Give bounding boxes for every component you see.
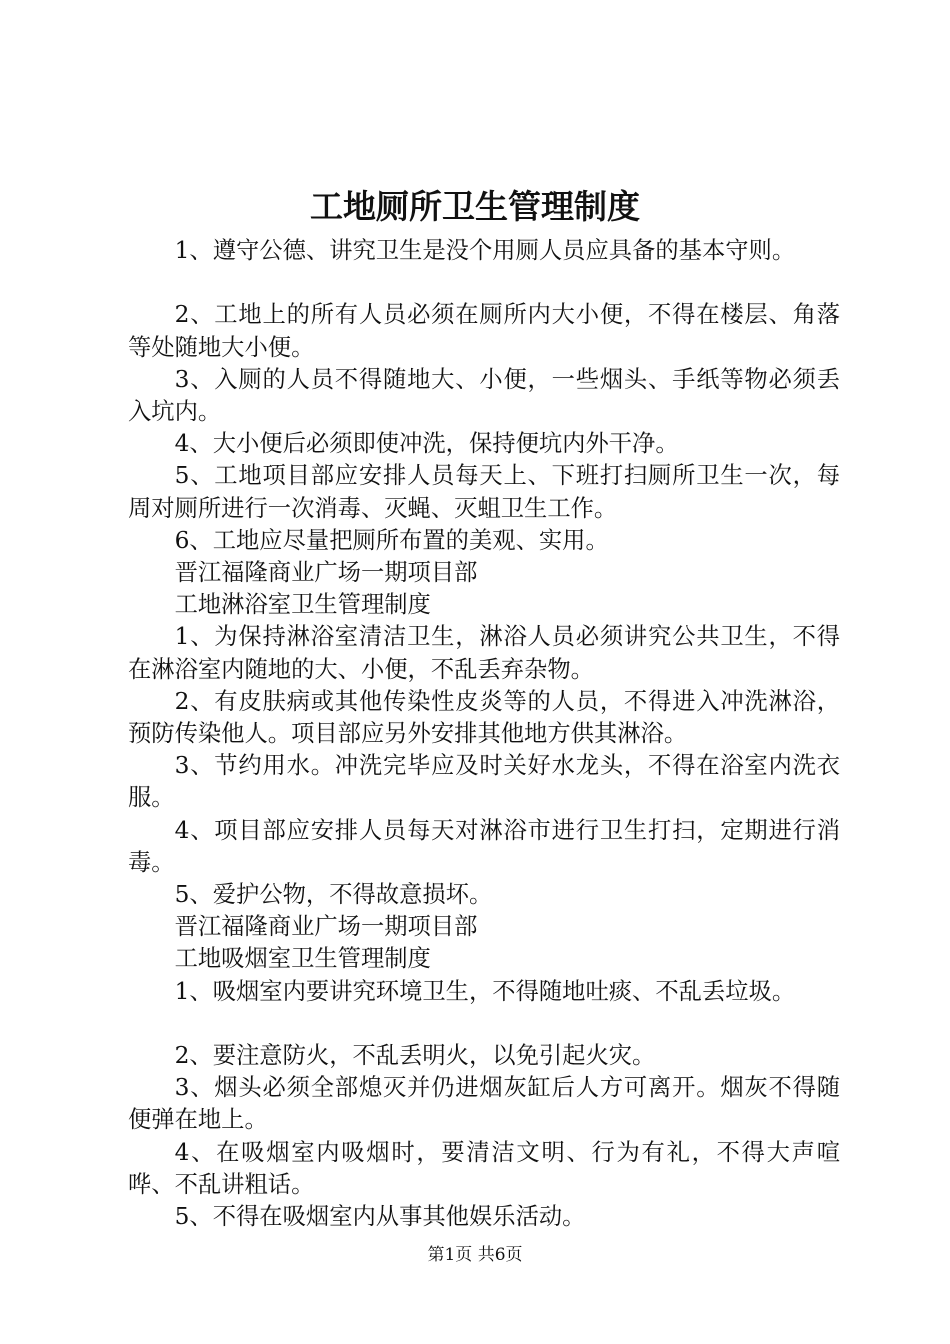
paragraph: 3、节约用水。冲洗完毕应及时关好水龙头，不得在浴室内洗衣服。 xyxy=(128,752,840,812)
paragraph: 2、有皮肤病或其他传染性皮炎等的人员，不得进入冲洗淋浴，预防传染他人。项目部应另外安排其他地方供其淋浴。 xyxy=(128,687,840,748)
paragraph: 4、在吸烟室内吸烟时，要清洁文明、行为有礼，不得大声喧哗、不乱讲粗话。 xyxy=(128,1138,840,1198)
paragraph: 1、吸烟室内要讲究环境卫生，不得随地吐痰、不乱丢垃圾。 xyxy=(174,977,796,1005)
document-body xyxy=(128,235,840,1233)
paragraph: 2、要注意防火，不乱丢明火，以免引起火灾。 xyxy=(174,1042,656,1070)
paragraph: 5、爱护公物，不得故意损坏。 xyxy=(174,881,493,909)
page-number: 第1页 共6页 xyxy=(427,1245,523,1265)
paragraph: 2、工地上的所有人员必须在厕所内大小便，不得在楼层、角落等处随地大小便。 xyxy=(128,301,840,361)
paragraph: 1、遵守公德、讲究卫生是没个用厕人员应具备的基本守则。 xyxy=(174,237,796,264)
paragraph: 5、不得在吸烟室内从事其他娱乐活动。 xyxy=(174,1203,586,1231)
paragraph: 6、工地应尽量把厕所布置的美观、实用。 xyxy=(174,526,609,554)
project-department-signature: 晋江福隆商业广场一期项目部 xyxy=(174,559,478,587)
document-title: 工地厕所卫生管理制度 xyxy=(310,187,640,226)
section-heading: 工地淋浴室卫生管理制度 xyxy=(174,591,431,619)
paragraph: 1、为保持淋浴室清洁卫生，淋浴人员必须讲究公共卫生，不得在淋浴室内随地的大、小便，不乱丢弃杂物。 xyxy=(128,623,840,683)
paragraph: 4、大小便后必须即使冲洗，保持便坑内外干净。 xyxy=(174,430,679,458)
paragraph: 3、烟头必须全部熄灭并仍进烟灰缸后人方可离开。烟灰不得随便弹在地上。 xyxy=(128,1074,840,1134)
section-heading: 工地吸烟室卫生管理制度 xyxy=(174,945,431,973)
paragraph: 3、入厕的人员不得随地大、小便，一些烟头、手纸等物必须丢入坑内。 xyxy=(128,365,840,425)
project-department-signature: 晋江福隆商业广场一期项目部 xyxy=(174,913,478,941)
paragraph: 4、项目部应安排人员每天对淋浴市进行卫生打扫，定期进行消毒。 xyxy=(128,816,840,876)
paragraph: 5、工地项目部应安排人员每天上、下班打扫厕所卫生一次，每周对厕所进行一次消毒、灭蝇、灭蛆卫生工作。 xyxy=(128,462,840,522)
